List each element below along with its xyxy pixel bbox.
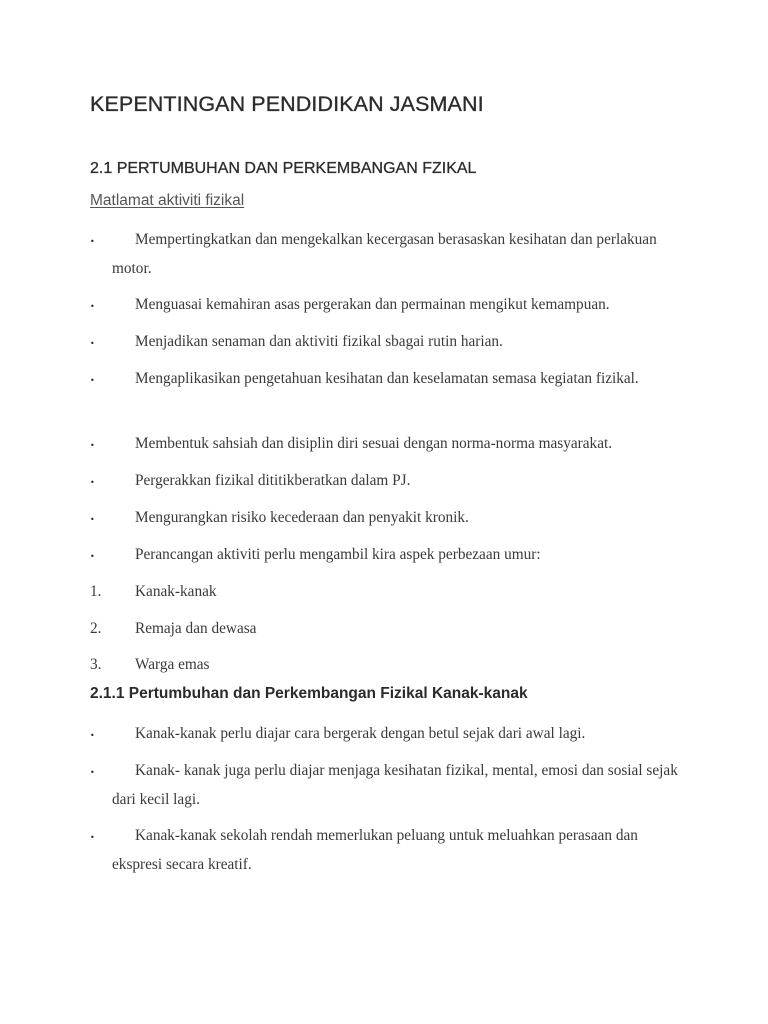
page-title: KEPENTINGAN PENDIDIKAN JASMANI [90,92,484,116]
list-item [90,540,680,569]
list-item-text: Kanak-kanak sekolah rendah memerlukan peluang untuk meluahkan perasaan dan ekspresi secara kreatif. [112,827,638,873]
list-item [90,719,680,748]
bullet-marker: • [90,441,95,450]
numbered-item [90,650,680,679]
list-item [90,290,680,319]
list-item [90,503,680,532]
bullet-marker: • [90,731,95,740]
numbered-item-text: Kanak-kanak [135,583,217,600]
list-item-text: Kanak- kanak juga perlu diajar menjaga kesihatan fizikal, mental, emosi dan sosial sejak dari kecil lagi. [112,762,678,808]
bullet-marker: • [90,515,95,524]
bullet-marker: • [90,833,95,842]
bullet-marker: • [90,237,95,246]
numbered-item-text: Warga emas [135,656,210,673]
subsection-heading: 2.1.1 Pertumbuhan dan Perkembangan Fizikal Kanak-kanak [90,685,528,702]
section-heading: 2.1 PERTUMBUHAN DAN PERKEMBANGAN FZIKAL [90,160,477,177]
list-item-text: Menguasai kemahiran asas pergerakan dan permainan mengikut kemampuan. [135,296,610,313]
list-item-text: Kanak-kanak perlu diajar cara bergerak dengan betul sejak dari awal lagi. [135,725,586,742]
numbered-item [90,577,680,606]
list-item [90,364,680,393]
number-marker: 3. [90,656,102,673]
bullet-marker: • [90,478,95,487]
bullet-marker: • [90,376,95,385]
list-item-text: Perancangan aktiviti perlu mengambil kira aspek perbezaan umur: [135,546,541,563]
list-item-text: Mempertingkatkan dan mengekalkan kecergasan berasaskan kesihatan dan perlakuan motor. [112,231,657,277]
number-marker: 2. [90,620,102,637]
list-item [90,225,680,283]
list-item-text: Pergerakkan fizikal dititikberatkan dalam PJ. [135,472,411,489]
bullet-marker: • [90,302,95,311]
list-item [90,466,680,495]
list-item [90,429,680,458]
list-item [90,756,680,814]
numbered-item [90,614,680,643]
list-item [90,821,680,879]
list-item-text: Membentuk sahsiah dan disiplin diri sesuai dengan norma-norma masyarakat. [135,435,613,452]
bullet-marker: • [90,552,95,561]
list-item-text: Mengurangkan risiko kecederaan dan penyakit kronik. [135,509,469,526]
bullet-marker: • [90,339,95,348]
section-subheading: Matlamat aktiviti fizikal [90,192,245,209]
list-item-text: Menjadikan senaman dan aktiviti fizikal sbagai rutin harian. [135,333,503,350]
numbered-item-text: Remaja dan dewasa [135,620,257,637]
bullet-marker: • [90,768,95,777]
number-marker: 1. [90,583,102,600]
list-item [90,327,680,356]
list-item-text: Mengaplikasikan pengetahuan kesihatan dan keselamatan semasa kegiatan fizikal. [135,370,639,387]
